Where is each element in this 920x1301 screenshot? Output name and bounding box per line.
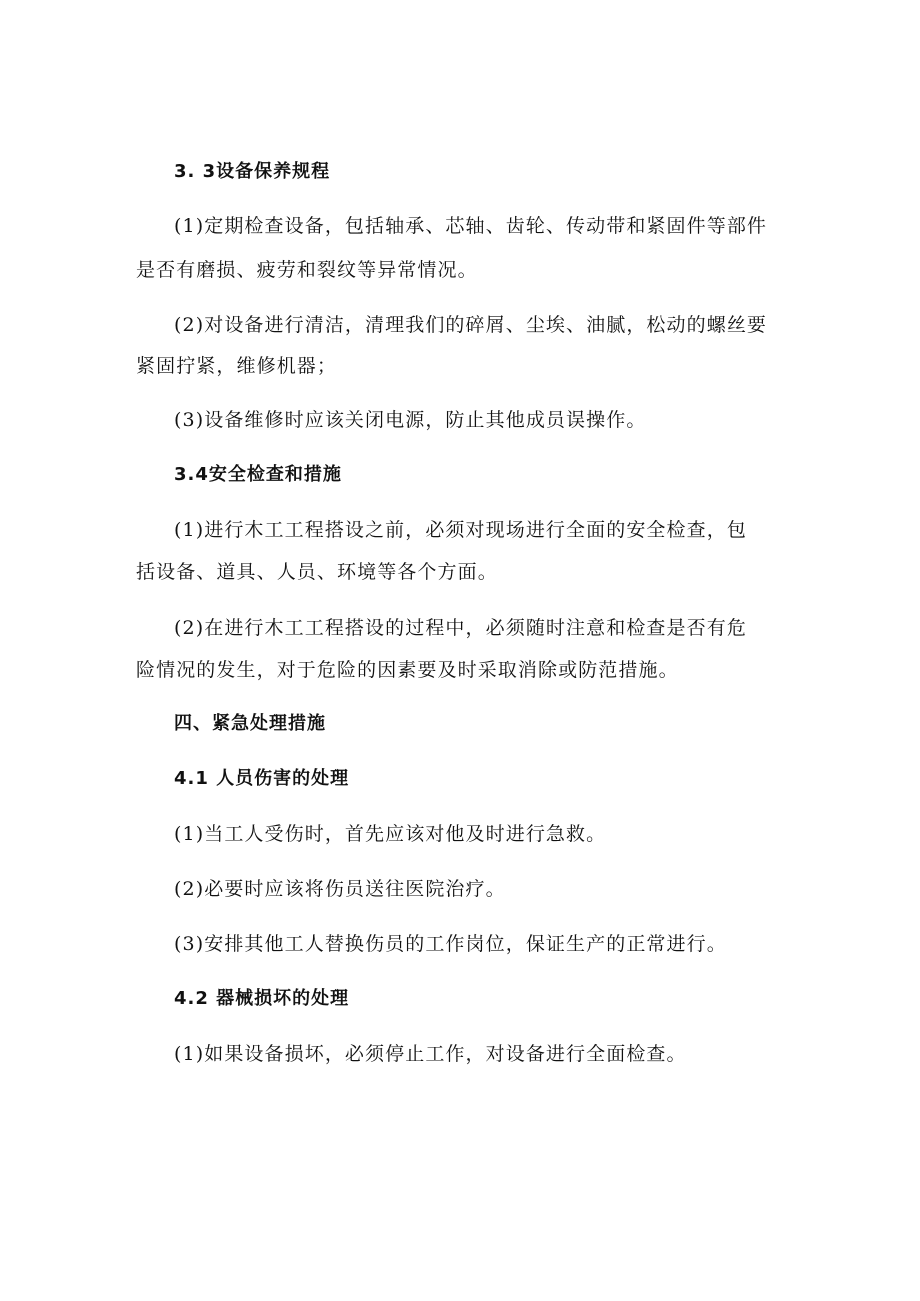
- paragraph-line: (2)必要时应该将伤员送往医院治疗。: [174, 878, 506, 900]
- paragraph-line: 是否有磨损、疲劳和裂纹等异常情况。: [136, 259, 478, 281]
- paragraph-line: (2)在进行木工工程搭设的过程中，必须随时注意和检查是否有危: [174, 617, 747, 639]
- section-heading-3-3: 3. 3设备保养规程: [174, 161, 331, 182]
- section-heading-4-2: 4.2 器械损坏的处理: [174, 988, 350, 1009]
- paragraph-line: 括设备、道具、人员、环境等各个方面。: [136, 561, 498, 583]
- paragraph-line: (3)设备维修时应该关闭电源，防止其他成员误操作。: [174, 409, 647, 431]
- paragraph-line: (2)对设备进行清洁，清理我们的碎屑、尘埃、油腻，松动的螺丝要: [174, 314, 768, 336]
- paragraph-line: (1)定期检查设备，包括轴承、芯轴、齿轮、传动带和紧固件等部件: [174, 215, 768, 237]
- paragraph-line: 紧固拧紧，维修机器；: [136, 355, 338, 377]
- paragraph-line: (1)如果设备损坏，必须停止工作，对设备进行全面检查。: [174, 1043, 687, 1065]
- section-heading-3-4: 3.4安全检查和措施: [174, 464, 342, 485]
- paragraph-line: (1)当工人受伤时，首先应该对他及时进行急救。: [174, 823, 607, 845]
- paragraph-line: (3)安排其他工人替换伤员的工作岗位，保证生产的正常进行。: [174, 933, 727, 955]
- section-heading-4: 四、紧急处理措施: [174, 713, 326, 734]
- paragraph-line: (1)进行木工工程搭设之前，必须对现场进行全面的安全检查，包: [174, 519, 747, 541]
- section-heading-4-1: 4.1 人员伤害的处理: [174, 768, 350, 789]
- paragraph-line: 险情况的发生，对于危险的因素要及时采取消除或防范措施。: [136, 659, 679, 681]
